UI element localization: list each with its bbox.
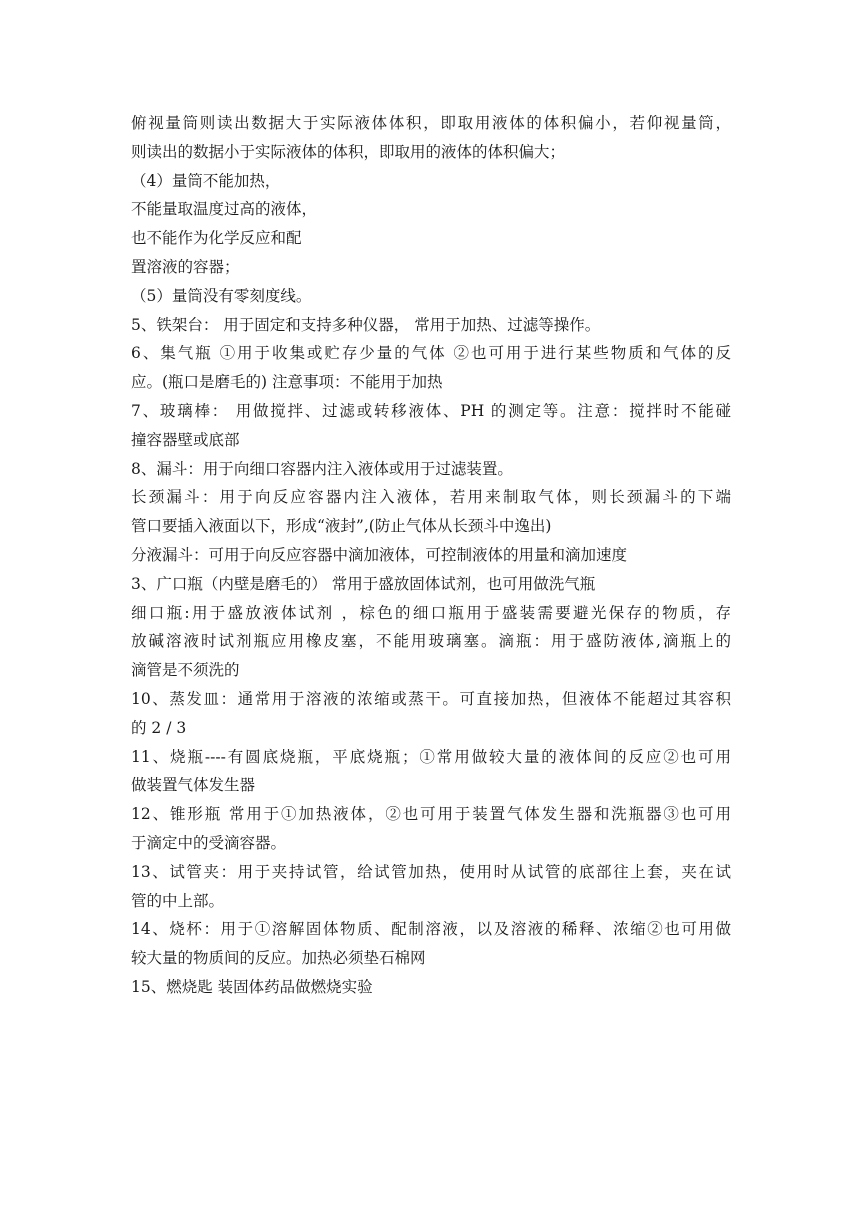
text-line: （4）量筒不能加热， (131, 171, 281, 190)
text-line: 7、玻璃棒： 用做搅拌、过滤或转移液体、PH 的测定等。注意：搅拌时不能碰 (131, 401, 731, 420)
text-line: 12、锥形瓶 常用于①加热液体，②也可用于装置气体发生器和洗瓶器③也可用 (131, 805, 731, 824)
text-line: 则读出的数据小于实际液体的体积，即取用的液体的体积偏大； (131, 142, 566, 161)
text-line: 做装置气体发生器 (131, 776, 256, 795)
text-line: 较大量的物质间的反应。加热必须垫石棉网 (131, 949, 426, 968)
text-line: 不能量取温度过高的液体， (131, 200, 318, 219)
text-line: 分液漏斗：可用于向反应容器中滴加液体，可控制液体的用量和滴加速度 (131, 545, 628, 564)
text-line: 的 2 / 3 (131, 718, 187, 737)
text-line: 10、蒸发皿：通常用于溶液的浓缩或蒸干。可直接加热，但液体不能超过其容积 (131, 689, 731, 708)
text-line: 撞容器壁或底部 (131, 430, 240, 449)
text-line: 滴管是不须洗的 (131, 661, 240, 680)
text-line: 管的中上部。 (131, 891, 225, 910)
text-line: 13、试管夹：用于夹持试管，给试管加热，使用时从试管的底部往上套，夹在试 (131, 862, 731, 881)
text-line: 管口要插入液面以下，形成“液封”,(防止气体从长颈斗中逸出) (131, 517, 552, 536)
text-line: 14、烧杯：用于①溶解固体物质、配制溶液，以及溶液的稀释、浓缩②也可用做 (131, 920, 731, 939)
text-line: 长颈漏斗：用于向反应容器内注入液体，若用来制取气体，则长颈漏斗的下端 (131, 488, 731, 507)
text-line: 细口瓶:用于盛放液体试剂 ，棕色的细口瓶用于盛装需要避光保存的物质，存 (131, 603, 731, 622)
text-line: 5、铁架台： 用于固定和支持多种仪器， 常用于加热、过滤等操作。 (131, 315, 601, 334)
text-line: （5）量筒没有零刻度线。 (131, 286, 312, 305)
text-line: 也不能作为化学反应和配 (131, 229, 302, 248)
text-line: 3、广口瓶（内壁是磨毛的） 常用于盛放固体试剂，也可用做洗气瓶 (131, 574, 596, 593)
text-line: 置溶液的容器； (131, 257, 240, 276)
text-line: 于滴定中的受滴容器。 (131, 833, 287, 852)
text-line: 6、集气瓶 ①用于收集或贮存少量的气体 ②也可用于进行某些物质和气体的反 (131, 344, 731, 363)
text-line: 应。(瓶口是磨毛的) 注意事项：不能用于加热 (131, 373, 443, 392)
text-line: 放碱溶液时试剂瓶应用橡皮塞，不能用玻璃塞。滴瓶：用于盛防液体,滴瓶上的 (131, 632, 731, 651)
text-line: 8、漏斗：用于向细口容器内注入液体或用于过滤装置。 (131, 459, 513, 478)
text-line: 俯视量筒则读出数据大于实际液体体积，即取用液体的体积偏小，若仰视量筒， (131, 114, 731, 132)
text-line: 15、燃烧匙 装固体药品做燃烧实验 (131, 977, 373, 996)
text-line: 11、烧瓶----有圆底烧瓶，平底烧瓶；①常用做较大量的液体间的反应②也可用 (131, 747, 731, 766)
document-body (131, 111, 731, 1004)
